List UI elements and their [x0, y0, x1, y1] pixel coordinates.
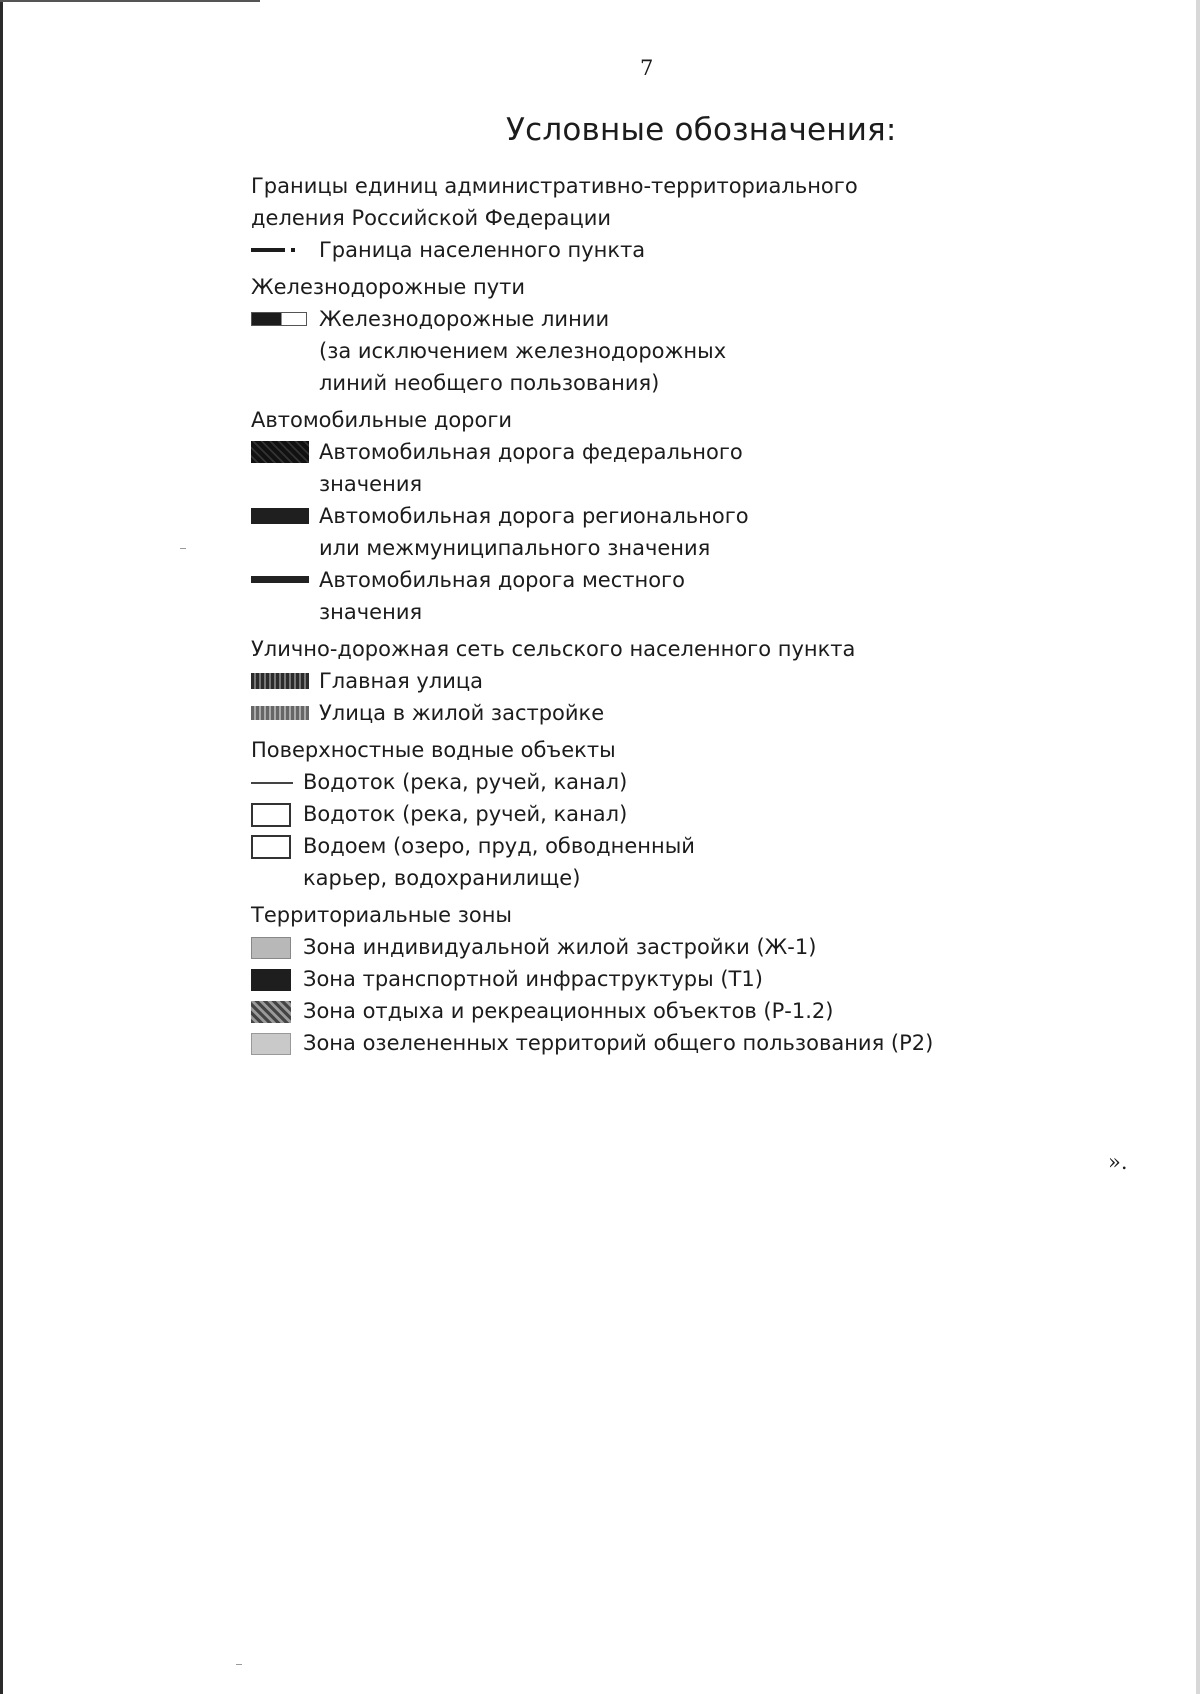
- legend-item-reservoir: [251, 830, 951, 894]
- rail-label-line1: Железнодорожные линии: [319, 307, 610, 331]
- zone-zh1-swatch: [251, 937, 291, 959]
- legend-item-zone-t1: [251, 963, 951, 995]
- main-street-label: Главная улица: [319, 669, 484, 693]
- zone-t1-label: Зона транспортной инфраструктуры (Т1): [303, 967, 763, 991]
- admin-heading-line2: деления Российской Федерации: [251, 206, 611, 230]
- legend-item-main-street: [251, 665, 951, 697]
- main-street-symbol: [251, 673, 309, 689]
- zone-zh1-label: Зона индивидуальной жилой застройки (Ж-1): [303, 935, 817, 959]
- legend-item-rail: [251, 303, 951, 399]
- reservoir-label-line2: карьер, водохранилище): [303, 866, 581, 890]
- regional-road-symbol: [251, 508, 309, 524]
- road-regional-line1: Автомобильная дорога регионального: [319, 504, 749, 528]
- reservoir-symbol: [251, 835, 291, 859]
- legend-group-streets: [251, 633, 951, 729]
- scan-edge-right: [1196, 0, 1200, 1694]
- streets-heading: Улично-дорожная сеть сельского населенного пункта: [251, 637, 856, 661]
- federal-road-symbol: [251, 441, 309, 463]
- legend-group-water: [251, 734, 951, 894]
- reservoir-label-line1: Водоем (озеро, пруд, обводненный: [303, 834, 695, 858]
- rail-label-line3: линий необщего пользования): [319, 371, 660, 395]
- closing-quote: ».: [1108, 1150, 1128, 1174]
- legend-item-road-federal: [251, 436, 951, 500]
- admin-heading-line1: Границы единиц административно-территориального: [251, 174, 858, 198]
- road-regional-line2: или межмуниципального значения: [319, 536, 711, 560]
- legend-item-road-regional: [251, 500, 951, 564]
- boundary-label: Граница населенного пункта: [319, 238, 646, 262]
- boundary-line-symbol: [251, 243, 295, 257]
- road-federal-line2: значения: [319, 472, 423, 496]
- stream-line-symbol: [251, 782, 293, 784]
- legend-item-road-local: [251, 564, 951, 628]
- railway-symbol: [251, 312, 307, 326]
- scan-speck: [180, 548, 186, 549]
- zone-r12-label: Зона отдыха и рекреационных объектов (Р-1.2): [303, 999, 834, 1023]
- legend-group-admin: [251, 170, 951, 266]
- legend-title: Условные обозначения:: [506, 112, 897, 148]
- road-local-line1: Автомобильная дорога местного: [319, 568, 685, 592]
- road-federal-line1: Автомобильная дорога федерального: [319, 440, 743, 464]
- legend: [251, 170, 951, 1064]
- zones-heading: Территориальные зоны: [251, 903, 513, 927]
- legend-item-boundary: [251, 234, 951, 266]
- legend-group-zones: [251, 899, 951, 1059]
- legend-item-stream-line: [251, 766, 951, 798]
- scan-edge-top: [0, 0, 260, 2]
- zone-t1-swatch: [251, 969, 291, 991]
- rail-heading: Железнодорожные пути: [251, 275, 526, 299]
- roads-heading: Автомобильные дороги: [251, 408, 513, 432]
- road-local-line2: значения: [319, 600, 423, 624]
- page-number: 7: [640, 56, 654, 80]
- stream-line-label: Водоток (река, ручей, канал): [303, 770, 628, 794]
- water-heading: Поверхностные водные объекты: [251, 738, 616, 762]
- legend-group-rail: [251, 271, 951, 399]
- rail-label-line2: (за исключением железнодорожных: [319, 339, 727, 363]
- legend-item-residential-street: [251, 697, 951, 729]
- local-road-symbol: [251, 576, 309, 583]
- legend-item-zone-zh1: [251, 931, 951, 963]
- stream-area-label: Водоток (река, ручей, канал): [303, 802, 628, 826]
- zone-r12-swatch: [251, 1001, 291, 1023]
- residential-street-symbol: [251, 706, 309, 720]
- stream-area-symbol: [251, 803, 291, 827]
- legend-item-zone-p2: [251, 1027, 951, 1059]
- scan-edge-left: [0, 0, 3, 1694]
- legend-item-stream-area: [251, 798, 951, 830]
- scan-speck: [236, 1664, 242, 1665]
- legend-item-zone-r12: [251, 995, 951, 1027]
- zone-p2-swatch: [251, 1033, 291, 1055]
- residential-street-label: Улица в жилой застройке: [319, 701, 605, 725]
- zone-p2-label: Зона озелененных территорий общего пользования (Р2): [303, 1031, 934, 1055]
- legend-group-roads: [251, 404, 951, 628]
